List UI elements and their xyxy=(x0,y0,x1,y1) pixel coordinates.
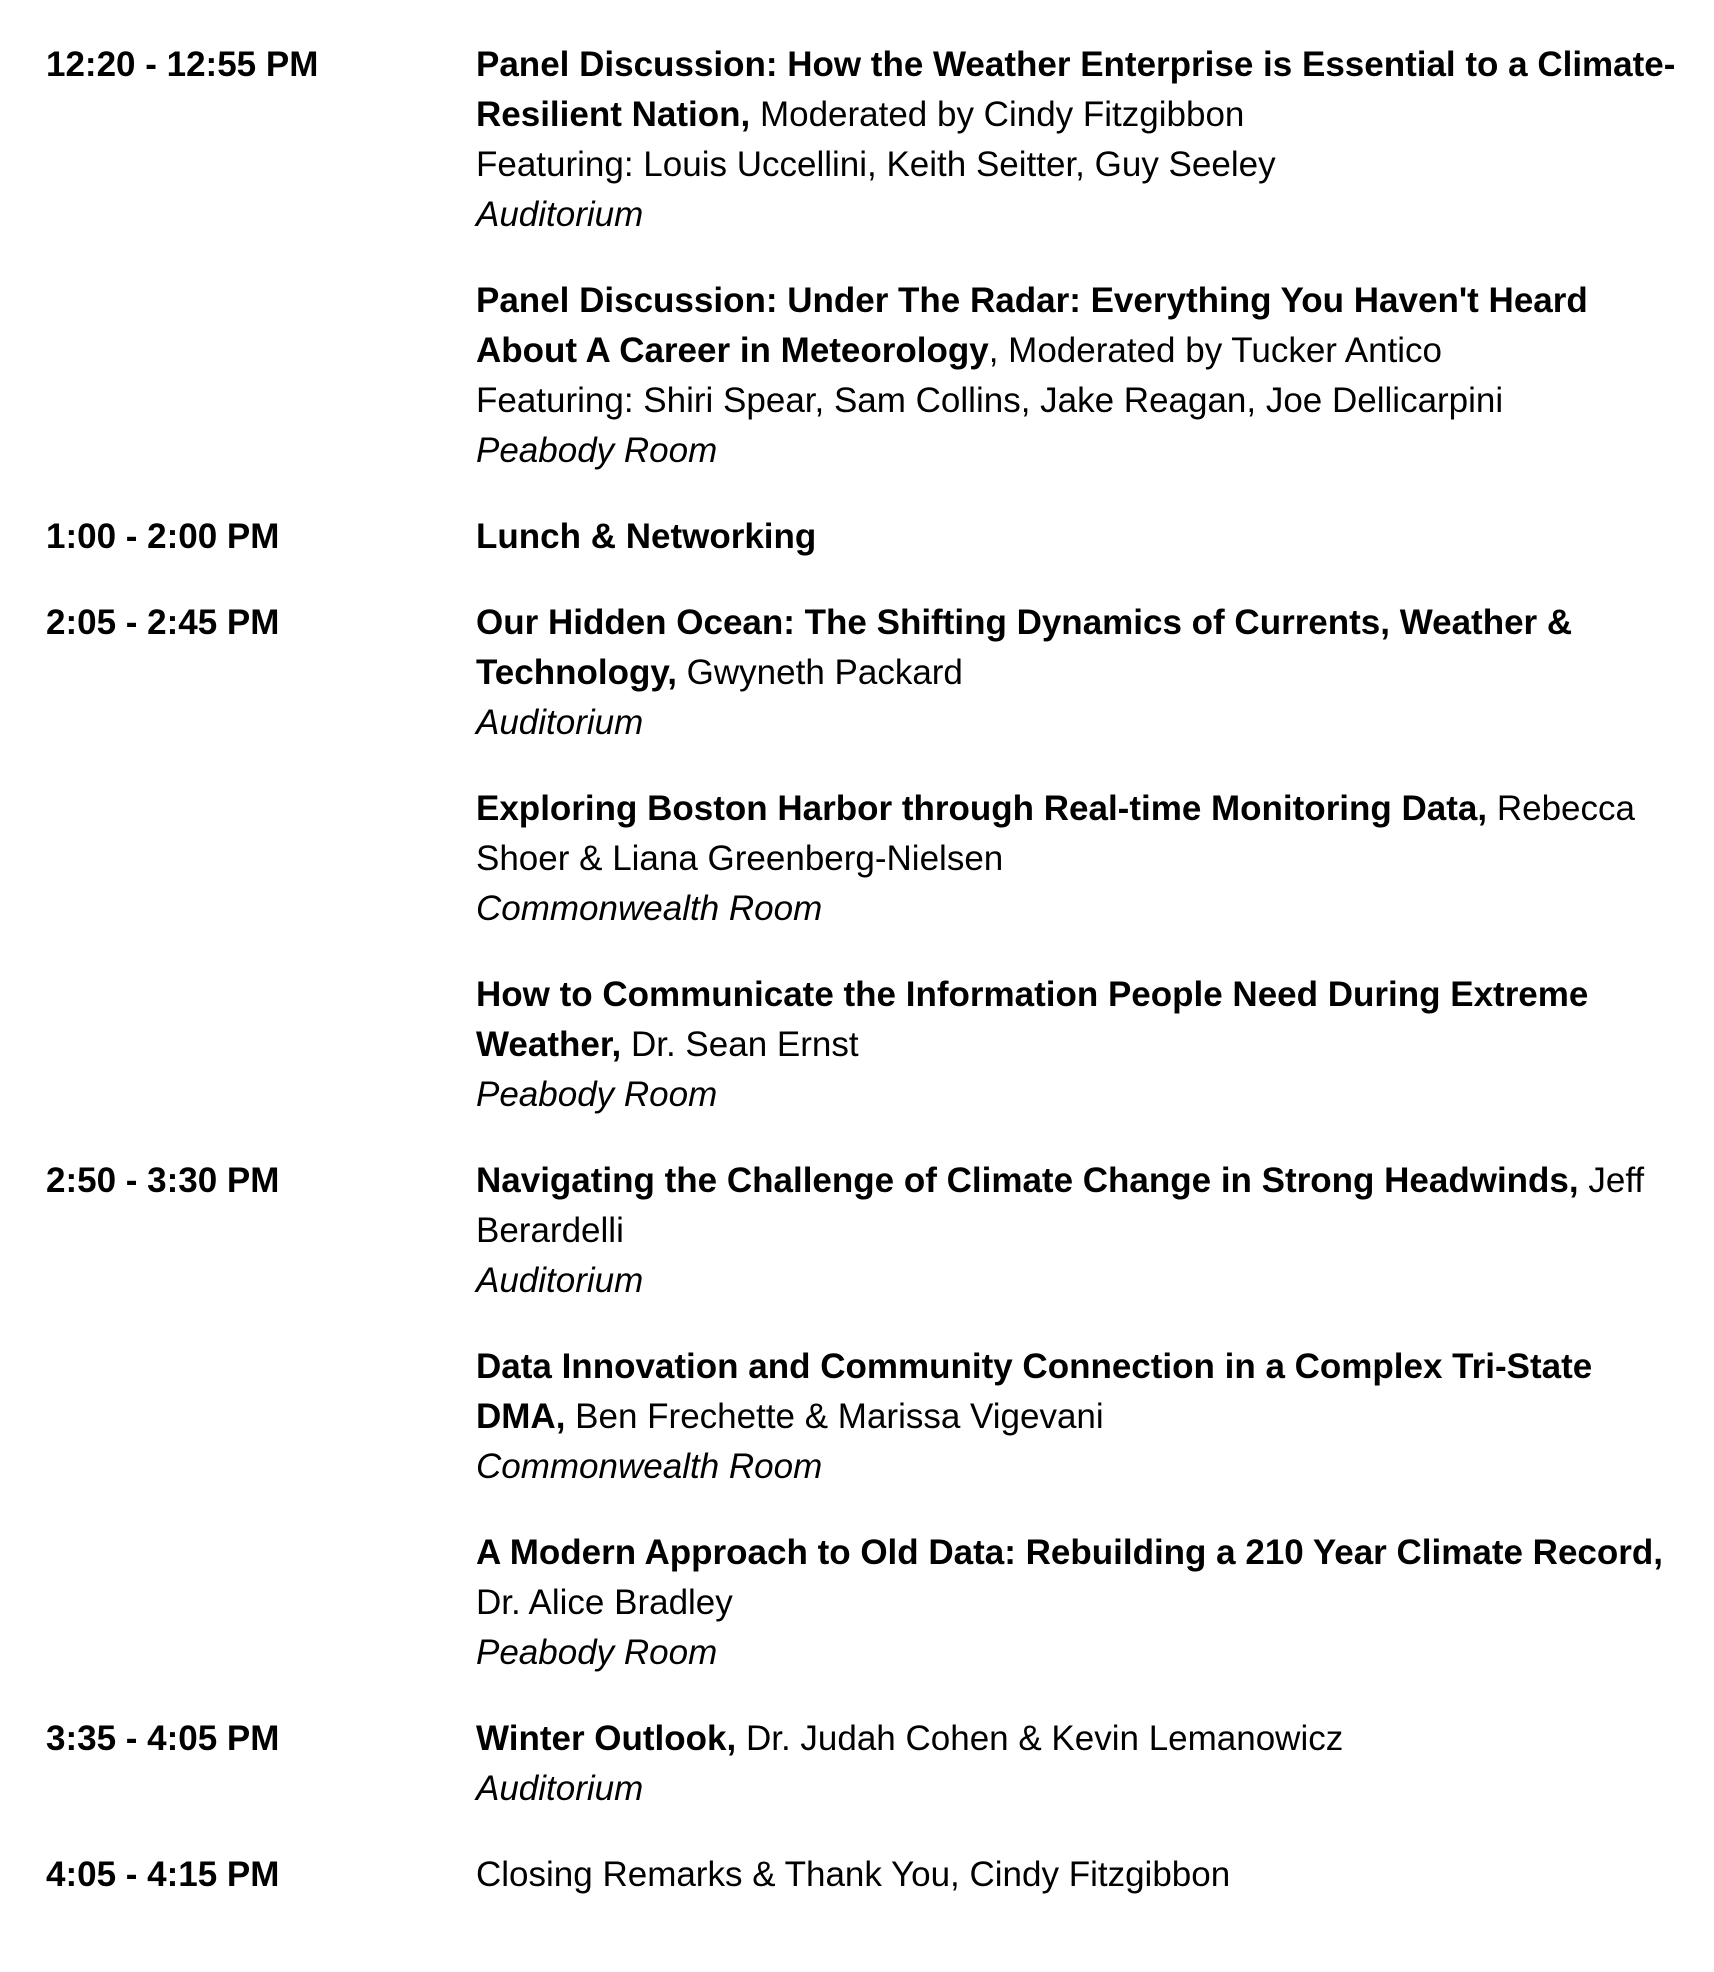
slot-sessions xyxy=(476,1714,1686,1814)
slot-time: 4:05 - 4:15 PM xyxy=(46,1855,280,1894)
schedule-slot xyxy=(46,512,1686,562)
session-speakers: Gwyneth Packard xyxy=(676,653,963,692)
slot-sessions xyxy=(476,1850,1686,1900)
session-speakers: Closing Remarks & Thank You, Cindy Fitzgibbon xyxy=(476,1855,1231,1894)
schedule-slot xyxy=(46,1714,1686,1814)
session-title: How to Communicate the Information People Need During Extreme Weather, xyxy=(476,975,1589,1064)
slot-time: 12:20 - 12:55 PM xyxy=(46,45,319,84)
session-entry xyxy=(476,40,1686,240)
session-entry xyxy=(476,970,1686,1120)
schedule-slot xyxy=(46,1850,1686,1900)
schedule xyxy=(46,40,1686,1900)
session-heading xyxy=(476,1850,1686,1900)
session-title: Our Hidden Ocean: The Shifting Dynamics of Currents, Weather & Technology, xyxy=(476,603,1573,692)
slot-sessions xyxy=(476,512,1686,562)
session-speakers: Dr. Sean Ernst xyxy=(621,1025,859,1064)
session-speakers: , Moderated by Tucker Antico xyxy=(988,331,1443,370)
session-heading xyxy=(476,276,1686,376)
session-heading xyxy=(476,40,1686,140)
session-featuring: Featuring: Louis Uccellini, Keith Seitter, Guy Seeley xyxy=(476,145,1276,184)
slot-time: 2:05 - 2:45 PM xyxy=(46,603,280,642)
session-entry xyxy=(476,1156,1686,1306)
session-speakers: Moderated by Cindy Fitzgibbon xyxy=(750,95,1245,134)
session-title: Winter Outlook, xyxy=(476,1719,737,1758)
session-heading xyxy=(476,512,1686,562)
session-room: Auditorium xyxy=(476,1261,644,1300)
session-entry xyxy=(476,1528,1686,1678)
session-heading xyxy=(476,1528,1686,1628)
session-speakers: Jeff Berardelli xyxy=(476,1161,1645,1250)
session-heading xyxy=(476,1156,1686,1256)
schedule-slot xyxy=(46,40,1686,476)
session-entry xyxy=(476,1714,1686,1814)
session-room: Auditorium xyxy=(476,1769,644,1808)
session-heading xyxy=(476,1714,1686,1764)
session-heading xyxy=(476,970,1686,1070)
slot-time: 1:00 - 2:00 PM xyxy=(46,517,280,556)
session-entry xyxy=(476,1342,1686,1492)
session-speakers: Rebecca Shoer & Liana Greenberg-Nielsen xyxy=(476,789,1635,878)
session-room: Commonwealth Room xyxy=(476,1447,823,1486)
session-room: Auditorium xyxy=(476,703,644,742)
session-speakers: Ben Frechette & Marissa Vigevani xyxy=(565,1397,1104,1436)
slot-time: 3:35 - 4:05 PM xyxy=(46,1719,280,1758)
session-title: Lunch & Networking xyxy=(476,517,817,556)
session-title: Navigating the Challenge of Climate Change in Strong Headwinds, xyxy=(476,1161,1579,1200)
session-entry xyxy=(476,512,1686,562)
session-heading xyxy=(476,784,1686,884)
schedule-slot xyxy=(46,598,1686,1120)
schedule-slot xyxy=(46,1156,1686,1678)
session-speakers: Dr. Alice Bradley xyxy=(476,1583,733,1622)
session-entry xyxy=(476,598,1686,748)
session-title: Data Innovation and Community Connection in a Complex Tri-State DMA, xyxy=(476,1347,1593,1436)
session-entry xyxy=(476,276,1686,476)
session-title: Panel Discussion: Under The Radar: Everything You Haven't Heard About A Career in Meteorology xyxy=(476,281,1588,370)
session-title: Exploring Boston Harbor through Real-time Monitoring Data, xyxy=(476,789,1488,828)
session-room: Commonwealth Room xyxy=(476,889,823,928)
slot-time: 2:50 - 3:30 PM xyxy=(46,1161,280,1200)
session-entry xyxy=(476,1850,1686,1900)
session-heading xyxy=(476,1342,1686,1442)
slot-sessions xyxy=(476,1156,1686,1678)
session-room: Peabody Room xyxy=(476,1633,718,1672)
session-title: A Modern Approach to Old Data: Rebuilding a 210 Year Climate Record, xyxy=(476,1533,1663,1572)
session-speakers: Dr. Judah Cohen & Kevin Lemanowicz xyxy=(736,1719,1344,1758)
session-room: Auditorium xyxy=(476,195,644,234)
session-room: Peabody Room xyxy=(476,431,718,470)
session-entry xyxy=(476,784,1686,934)
session-heading xyxy=(476,598,1686,698)
session-featuring: Featuring: Shiri Spear, Sam Collins, Jake Reagan, Joe Dellicarpini xyxy=(476,381,1504,420)
slot-sessions xyxy=(476,598,1686,1120)
session-room: Peabody Room xyxy=(476,1075,718,1114)
session-title: Panel Discussion: How the Weather Enterprise is Essential to a Climate-Resilient Nation, xyxy=(476,45,1676,134)
slot-sessions xyxy=(476,40,1686,476)
